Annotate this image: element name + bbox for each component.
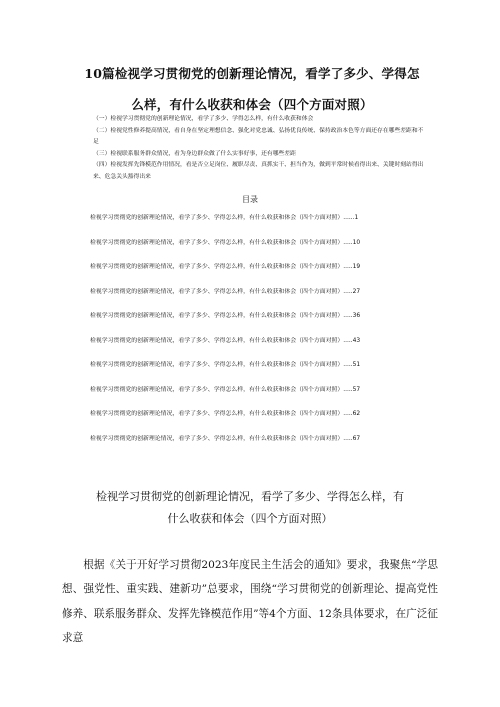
toc-entry[interactable]: 检视学习贯彻党的创新理论情况，看学了多少、学得怎么样，有什么收获和体会（四个方面对照）.....51 [90,362,361,368]
toc-entry[interactable]: 检视学习贯彻党的创新理论情况，看学了多少、学得怎么样，有什么收获和体会（四个方面对照）.....43 [90,337,361,344]
section-title-line-2: 什么收获和体会（四个方面对照） [167,511,333,525]
toc-entry[interactable]: 检视学习贯彻党的创新理论情况，看学了多少、学得怎么样，有什么收获和体会（四个方面对照）.....36 [90,313,361,319]
outline-item: （二）检视党性修养提高情况，看自身在坚定理想信念、强化对党忠诚、弘扬优良传统、保持政治本色等方面还存在哪些差距和不足 [93,127,424,146]
toc-entry[interactable]: 检视学习贯彻党的创新理论情况，看学了多少、学得怎么样，有什么收获和体会（四个方面对照）......1 [90,215,359,221]
toc-entry[interactable]: 检视学习贯彻党的创新理论情况，看学了多少、学得怎么样，有什么收获和体会（四个方面对照）.....27 [90,288,361,295]
body-paragraph: 根据《关于开好学习贯彻2023年度民主生活会的通知》要求，我聚焦“学思想、强党性、重实践、建新功”总要求，围绕“学习贯彻党的创新理论、提高党性修养、联系服务群众、发挥先锋模范作用”等4个方面、12条具体要求，在广泛征求意 [62,558,438,645]
outline-list [88,114,428,184]
toc-entry[interactable]: 检视学习贯彻党的创新理论情况，看学了多少、学得怎么样，有什么收获和体会（四个方面对照）.....57 [90,386,361,393]
outline-item: （三）检视联系服务群众情况，看为身边群众做了什么实事好事，还有哪些差距 [93,150,296,157]
section-title-line-1: 检视学习贯彻党的创新理论情况，看学了多少、学得怎么样，有 [96,490,404,503]
outline-item: （一）检视学习贯彻党的创新理论情况，看学了多少、学得怎么样，有什么收获和体会 [93,116,314,122]
toc-entry[interactable]: 检视学习贯彻党的创新理论情况，看学了多少、学得怎么样，有什么收获和体会（四个方面对照）.....67 [90,435,361,442]
document-title [60,58,444,120]
toc-entry[interactable]: 检视学习贯彻党的创新理论情况，看学了多少、学得怎么样，有什么收获和体会（四个方面对照）.....10 [90,239,361,246]
toc-entry[interactable]: 检视学习贯彻党的创新理论情况，看学了多少、学得怎么样，有什么收获和体会（四个方面对照）.....62 [90,411,361,417]
document-title-line-1: 10篇检视学习贯彻党的创新理论情况，看学了多少、学得怎 [84,66,420,81]
outline-item: （四）检视发挥先锋模范作用情况，看是否立足岗位、履职尽责、真抓实干、担当作为，做到平常时候看得出来、关键时刻站得出来、危急关头豁得出来 [93,162,424,180]
document-title-line-2: 么样，有什么收获和体会（四个方面对照） [131,97,373,112]
section-title [40,486,460,529]
toc-heading: 目录 [242,195,258,204]
table-of-contents [90,212,430,457]
toc-entry[interactable]: 检视学习贯彻党的创新理论情况，看学了多少、学得怎么样，有什么收获和体会（四个方面对照）.....19 [90,264,361,270]
